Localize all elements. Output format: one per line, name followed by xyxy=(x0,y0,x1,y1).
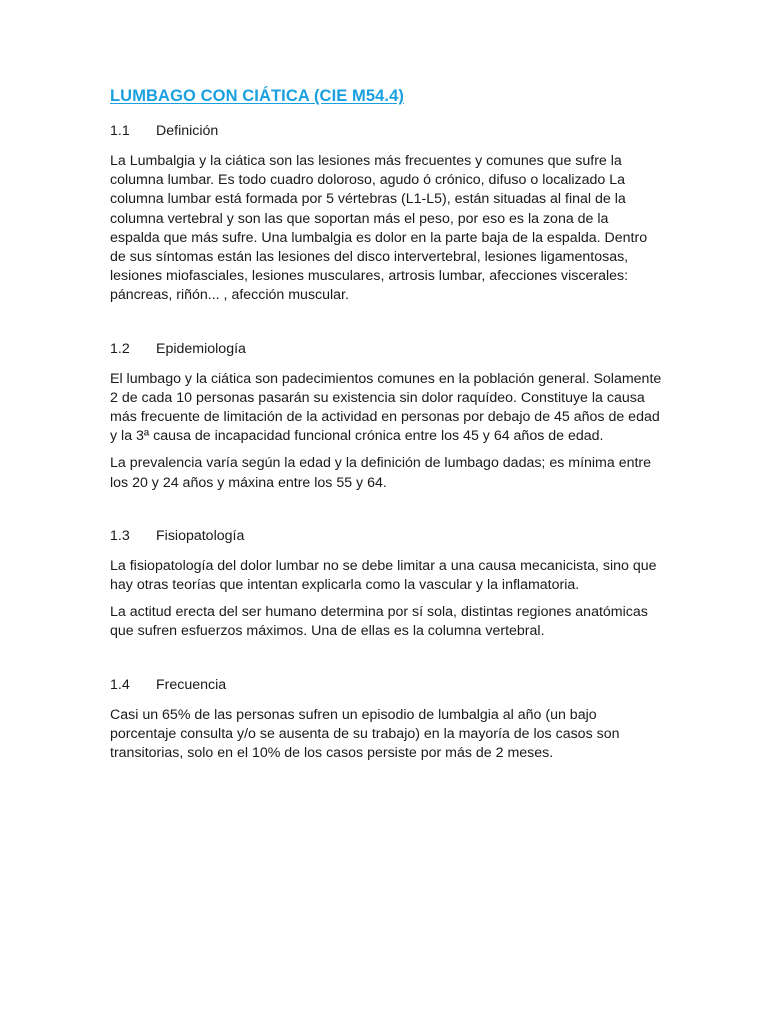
paragraph: La Lumbalgia y la ciática son las lesiones más frecuentes y comunes que sufre la columna lumbar. Es todo cuadro doloroso, agudo ó crónico, difuso o localizado La columna lumbar está formada por 5 vértebras (L1-L5), están situadas al final de la columna vertebral y son las que soportan más el peso, por eso es la zona de la espalda que más sufre. Una lumbalgia es dolor en la parte baja de la espalda. Dentro de sus síntomas están las lesiones del disco intervertebral, lesiones ligamentosas, lesiones miofasciales, lesiones musculares, artrosis lumbar, afecciones viscerales: páncreas, riñón... , afección muscular. xyxy=(110,153,648,304)
section-frecuencia xyxy=(110,676,662,764)
paragraph: Casi un 65% de las personas sufren un episodio de lumbalgia al año (un bajo porcentaje consulta y/o se ausenta de su trabajo) en la mayoría de los casos son transitorias, solo en el 10% de los casos persiste por más de 2 meses. xyxy=(110,706,620,762)
section-heading xyxy=(110,340,662,358)
section-heading xyxy=(110,527,662,545)
section-definicion xyxy=(110,122,662,306)
section-title: Epidemiología xyxy=(156,340,246,357)
section-fisiopatologia xyxy=(110,527,662,642)
section-number: 1.4 xyxy=(110,676,130,693)
section-spacer xyxy=(110,314,662,340)
section-spacer xyxy=(110,501,662,527)
section-heading xyxy=(110,122,662,140)
paragraph: La prevalencia varía según la edad y la definición de lumbago dadas; es mínima entre los 20 y 24 años y máxina entre los 55 y 64. xyxy=(110,455,652,491)
section-title: Frecuencia xyxy=(156,676,227,693)
document-page xyxy=(110,86,662,771)
section-spacer xyxy=(110,650,662,676)
section-number: 1.1 xyxy=(110,123,130,139)
paragraph: La fisiopatología del dolor lumbar no se debe limitar a una causa mecanicista, sino que hay otras teorías que intentan explicarla como la vascular y la inflamatoria. xyxy=(110,557,657,594)
paragraph: La actitud erecta del ser humano determina por sí sola, distintas regiones anatómicas que sufren esfuerzos máximos. Una de ellas es la columna vertebral. xyxy=(110,604,648,640)
paragraph: El lumbago y la ciática son padecimientos comunes en la población general. Solamente 2 de cada 10 personas pasarán su existencia sin dolor raquídeo. Constituye la causa más frecuente de limitación de la actividad en personas por debajo de 45 años de edad y la 3ª causa de incapacidad funcional crónica entre los 45 y 64 años de edad. xyxy=(110,370,662,445)
section-title: Fisiopatología xyxy=(156,527,245,544)
section-epidemiologia xyxy=(110,340,662,493)
section-number: 1.2 xyxy=(110,340,130,357)
document-title: LUMBAGO CON CIÁTICA (CIE M54.4) xyxy=(110,87,404,105)
section-title: Definición xyxy=(156,123,219,139)
section-number: 1.3 xyxy=(110,527,130,544)
section-heading xyxy=(110,676,662,694)
